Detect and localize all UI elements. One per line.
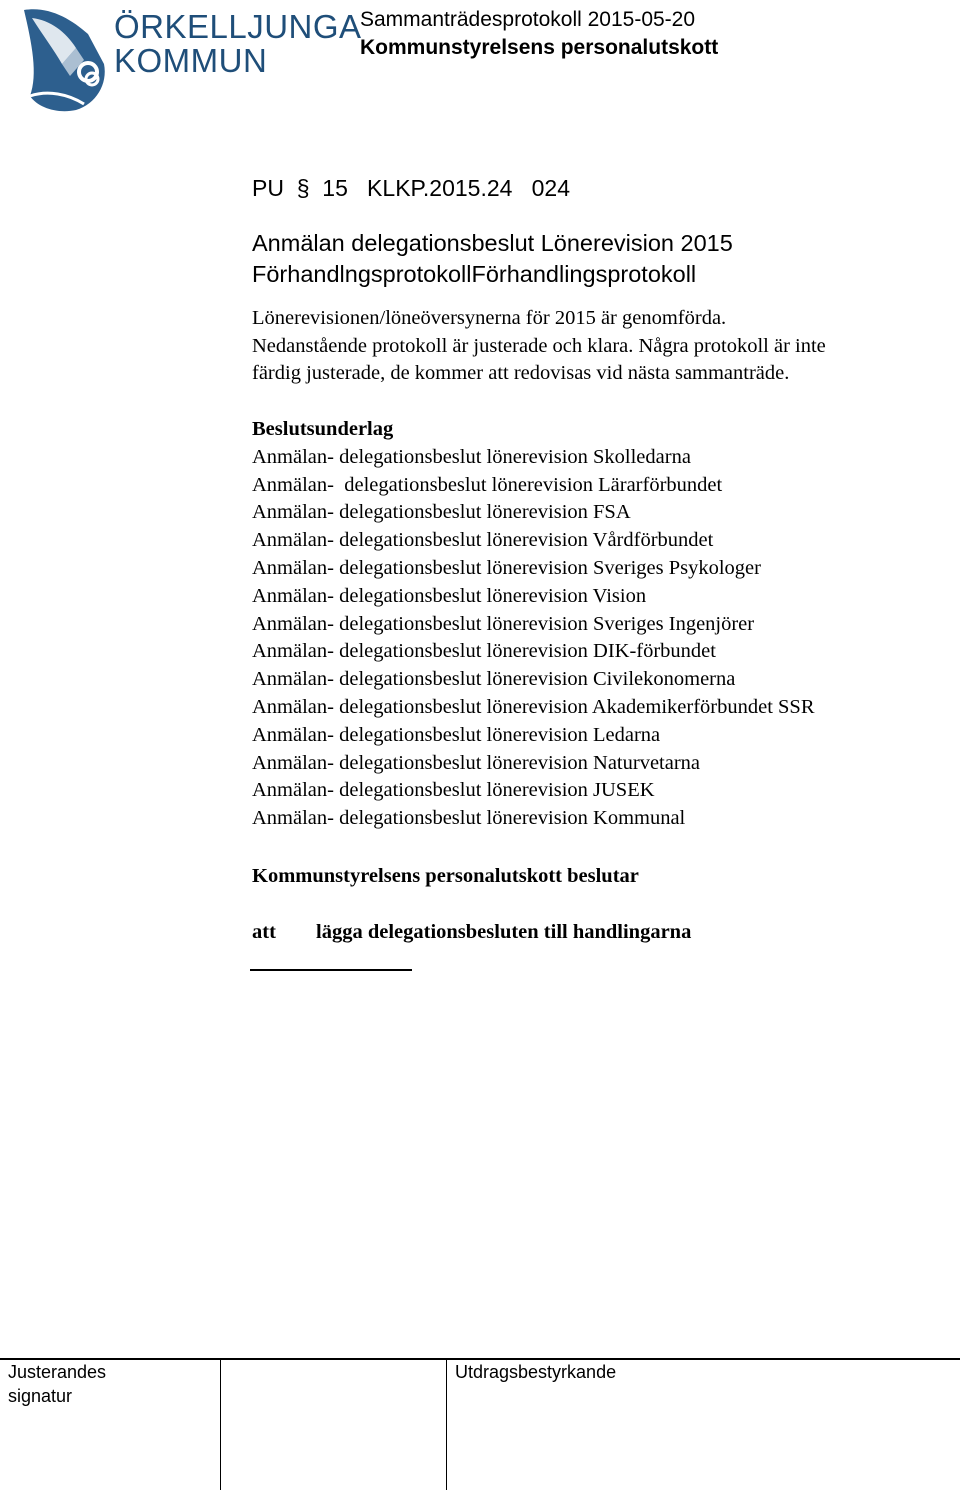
municipality-logo [18, 4, 362, 116]
intro-line: färdig justerade, de kommer att redovisas vid nästa sammanträde. [252, 362, 790, 384]
basis-item: Anmälan- delegationsbeslut lönerevision Lärarförbundet [252, 473, 723, 496]
intro-paragraph [252, 305, 952, 388]
footer-justerandes-label: Justerandes [8, 1362, 107, 1382]
item-title-line2: FörhandlngsprotokollFörhandlingsprotokoll [252, 261, 697, 287]
header-title: Sammanträdesprotokoll 2015-05-20 [360, 8, 696, 31]
basis-item: Anmälan- delegationsbeslut lönerevision FSA [252, 501, 631, 524]
decision-body: lägga delegationsbesluten till handlingarna [316, 921, 692, 943]
decision-basis [252, 416, 815, 833]
basis-item: Anmälan- delegationsbeslut lönerevision Kommunal [252, 807, 686, 830]
basis-item: Anmälan- delegationsbeslut lönerevision Ledarna [252, 723, 661, 746]
decision-heading: Kommunstyrelsens personalutskott beslutar [252, 865, 639, 887]
decision-text [252, 918, 691, 946]
basis-item: Anmälan- delegationsbeslut lönerevision Sveriges Ingenjörer [252, 612, 755, 635]
basis-item: Anmälan- delegationsbeslut lönerevision Vision [252, 584, 647, 607]
basis-item: Anmälan- delegationsbeslut lönerevision Vårdförbundet [252, 529, 714, 552]
basis-item: Anmälan- delegationsbeslut lönerevision Naturvetarna [252, 751, 701, 774]
section-end-rule [250, 969, 412, 971]
footer-divider [220, 1358, 221, 1490]
footer-divider [446, 1358, 447, 1490]
basis-item: Anmälan- delegationsbeslut lönerevision Akademikerförbundet SSR [252, 695, 815, 718]
paragraph-reference: PU § 15 KLKP.2015.24 024 [252, 175, 570, 201]
basis-item: Anmälan- delegationsbeslut lönerevision DIK-förbundet [252, 640, 716, 663]
header-subtitle: Kommunstyrelsens personalutskott [360, 36, 719, 59]
decision-att: att [252, 921, 276, 943]
logo-name-line2: KOMMUN [114, 42, 268, 79]
footer-utdrag-label: Utdragsbestyrkande [455, 1362, 617, 1382]
item-title [252, 228, 733, 290]
basis-item: Anmälan- delegationsbeslut lönerevision Sveriges Psykologer [252, 556, 761, 579]
document-header [360, 6, 718, 62]
basis-item: Anmälan- delegationsbeslut lönerevision Skolledarna [252, 445, 691, 468]
basis-item: Anmälan- delegationsbeslut lönerevision JUSEK [252, 779, 655, 802]
municipal-crest-icon [18, 4, 110, 116]
intro-line: Lönerevisionen/löneöversynerna för 2015 är genomförda. [252, 307, 727, 329]
basis-item: Anmälan- delegationsbeslut lönerevision Civilekonomerna [252, 668, 736, 691]
item-title-line1: Anmälan delegationsbeslut Lönerevision 2015 [252, 230, 733, 256]
basis-heading: Beslutsunderlag [252, 418, 394, 440]
intro-line: Nedanstående protokoll är justerade och klara. Några protokoll är inte [252, 334, 826, 357]
logo-name-line1: ÖRKELLJUNGA [114, 8, 362, 45]
footer-signatur-label: signatur [8, 1386, 73, 1406]
